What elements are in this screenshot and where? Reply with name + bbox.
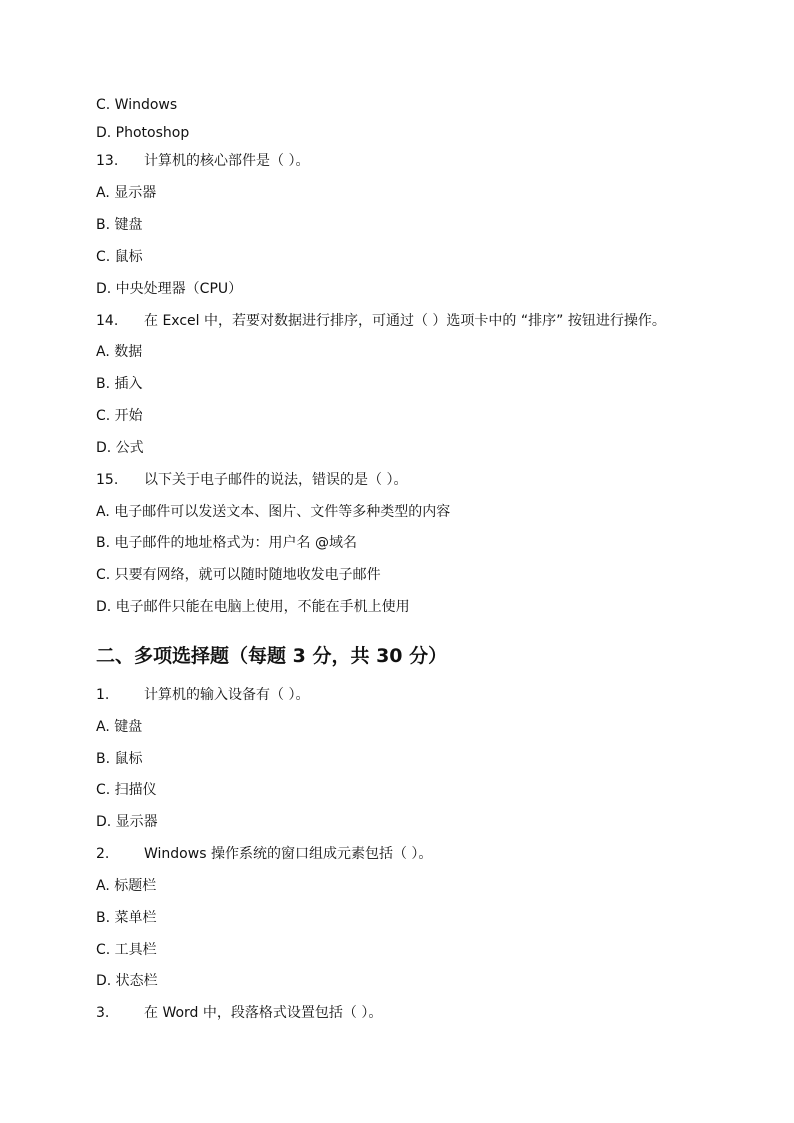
option-text: D. 中央处理器（CPU） xyxy=(96,281,243,297)
option-text: D. 公式 xyxy=(96,440,144,456)
option-text: D. 电子邮件只能在电脑上使用，不能在手机上使用 xyxy=(96,599,410,615)
option-text: A. 电子邮件可以发送文本、图片、文件等多种类型的内容 xyxy=(96,504,451,520)
question-text: 在 Excel 中，若要对数据进行排序，可通过（ ）选项卡中的 “排序” 按钮进行操作。 xyxy=(144,313,666,329)
question-number: 15. xyxy=(96,472,119,488)
option-text: C. 工具栏 xyxy=(96,942,157,958)
option-text: D. 显示器 xyxy=(96,814,158,830)
question-text: 在 Word 中，段落格式设置包括（ ）。 xyxy=(144,1005,383,1021)
question-15 xyxy=(96,471,407,489)
question-3 xyxy=(96,1004,382,1022)
question-number: 3. xyxy=(96,1005,110,1021)
option-text: C. 鼠标 xyxy=(96,249,143,265)
option-text: C. 扫描仪 xyxy=(96,782,157,798)
option-text: B. 电子邮件的地址格式为：用户名 @域名 xyxy=(96,535,357,551)
option-text: A. 显示器 xyxy=(96,185,157,201)
option-text: B. 键盘 xyxy=(96,217,143,233)
question-2 xyxy=(96,845,432,863)
question-number: 14. xyxy=(96,313,119,329)
question-text: Windows 操作系统的窗口组成元素包括（ ）。 xyxy=(144,846,433,862)
option-text: B. 鼠标 xyxy=(96,751,143,767)
option-text: C. Windows xyxy=(96,97,178,113)
option-text: A. 键盘 xyxy=(96,719,143,735)
question-number: 2. xyxy=(96,846,110,862)
question-text: 计算机的输入设备有（ ）。 xyxy=(144,687,310,703)
question-13 xyxy=(96,152,309,170)
question-text: 以下关于电子邮件的说法，错误的是（ ）。 xyxy=(144,472,408,488)
question-14 xyxy=(96,312,666,330)
option-text: B. 插入 xyxy=(96,376,143,392)
option-text: A. 标题栏 xyxy=(96,878,157,894)
option-text: D. 状态栏 xyxy=(96,973,158,989)
option-text: D. Photoshop xyxy=(96,125,190,141)
section-heading: 二、多项选择题（每题 3 分，共 30 分） xyxy=(96,645,448,667)
question-text: 计算机的核心部件是（ ）。 xyxy=(144,153,310,169)
option-text: B. 菜单栏 xyxy=(96,910,157,926)
option-text: C. 只要有网络，就可以随时随地收发电子邮件 xyxy=(96,567,381,583)
option-text: A. 数据 xyxy=(96,344,143,360)
question-number: 1. xyxy=(96,687,110,703)
option-text: C. 开始 xyxy=(96,408,143,424)
question-1 xyxy=(96,686,309,704)
question-number: 13. xyxy=(96,153,119,169)
